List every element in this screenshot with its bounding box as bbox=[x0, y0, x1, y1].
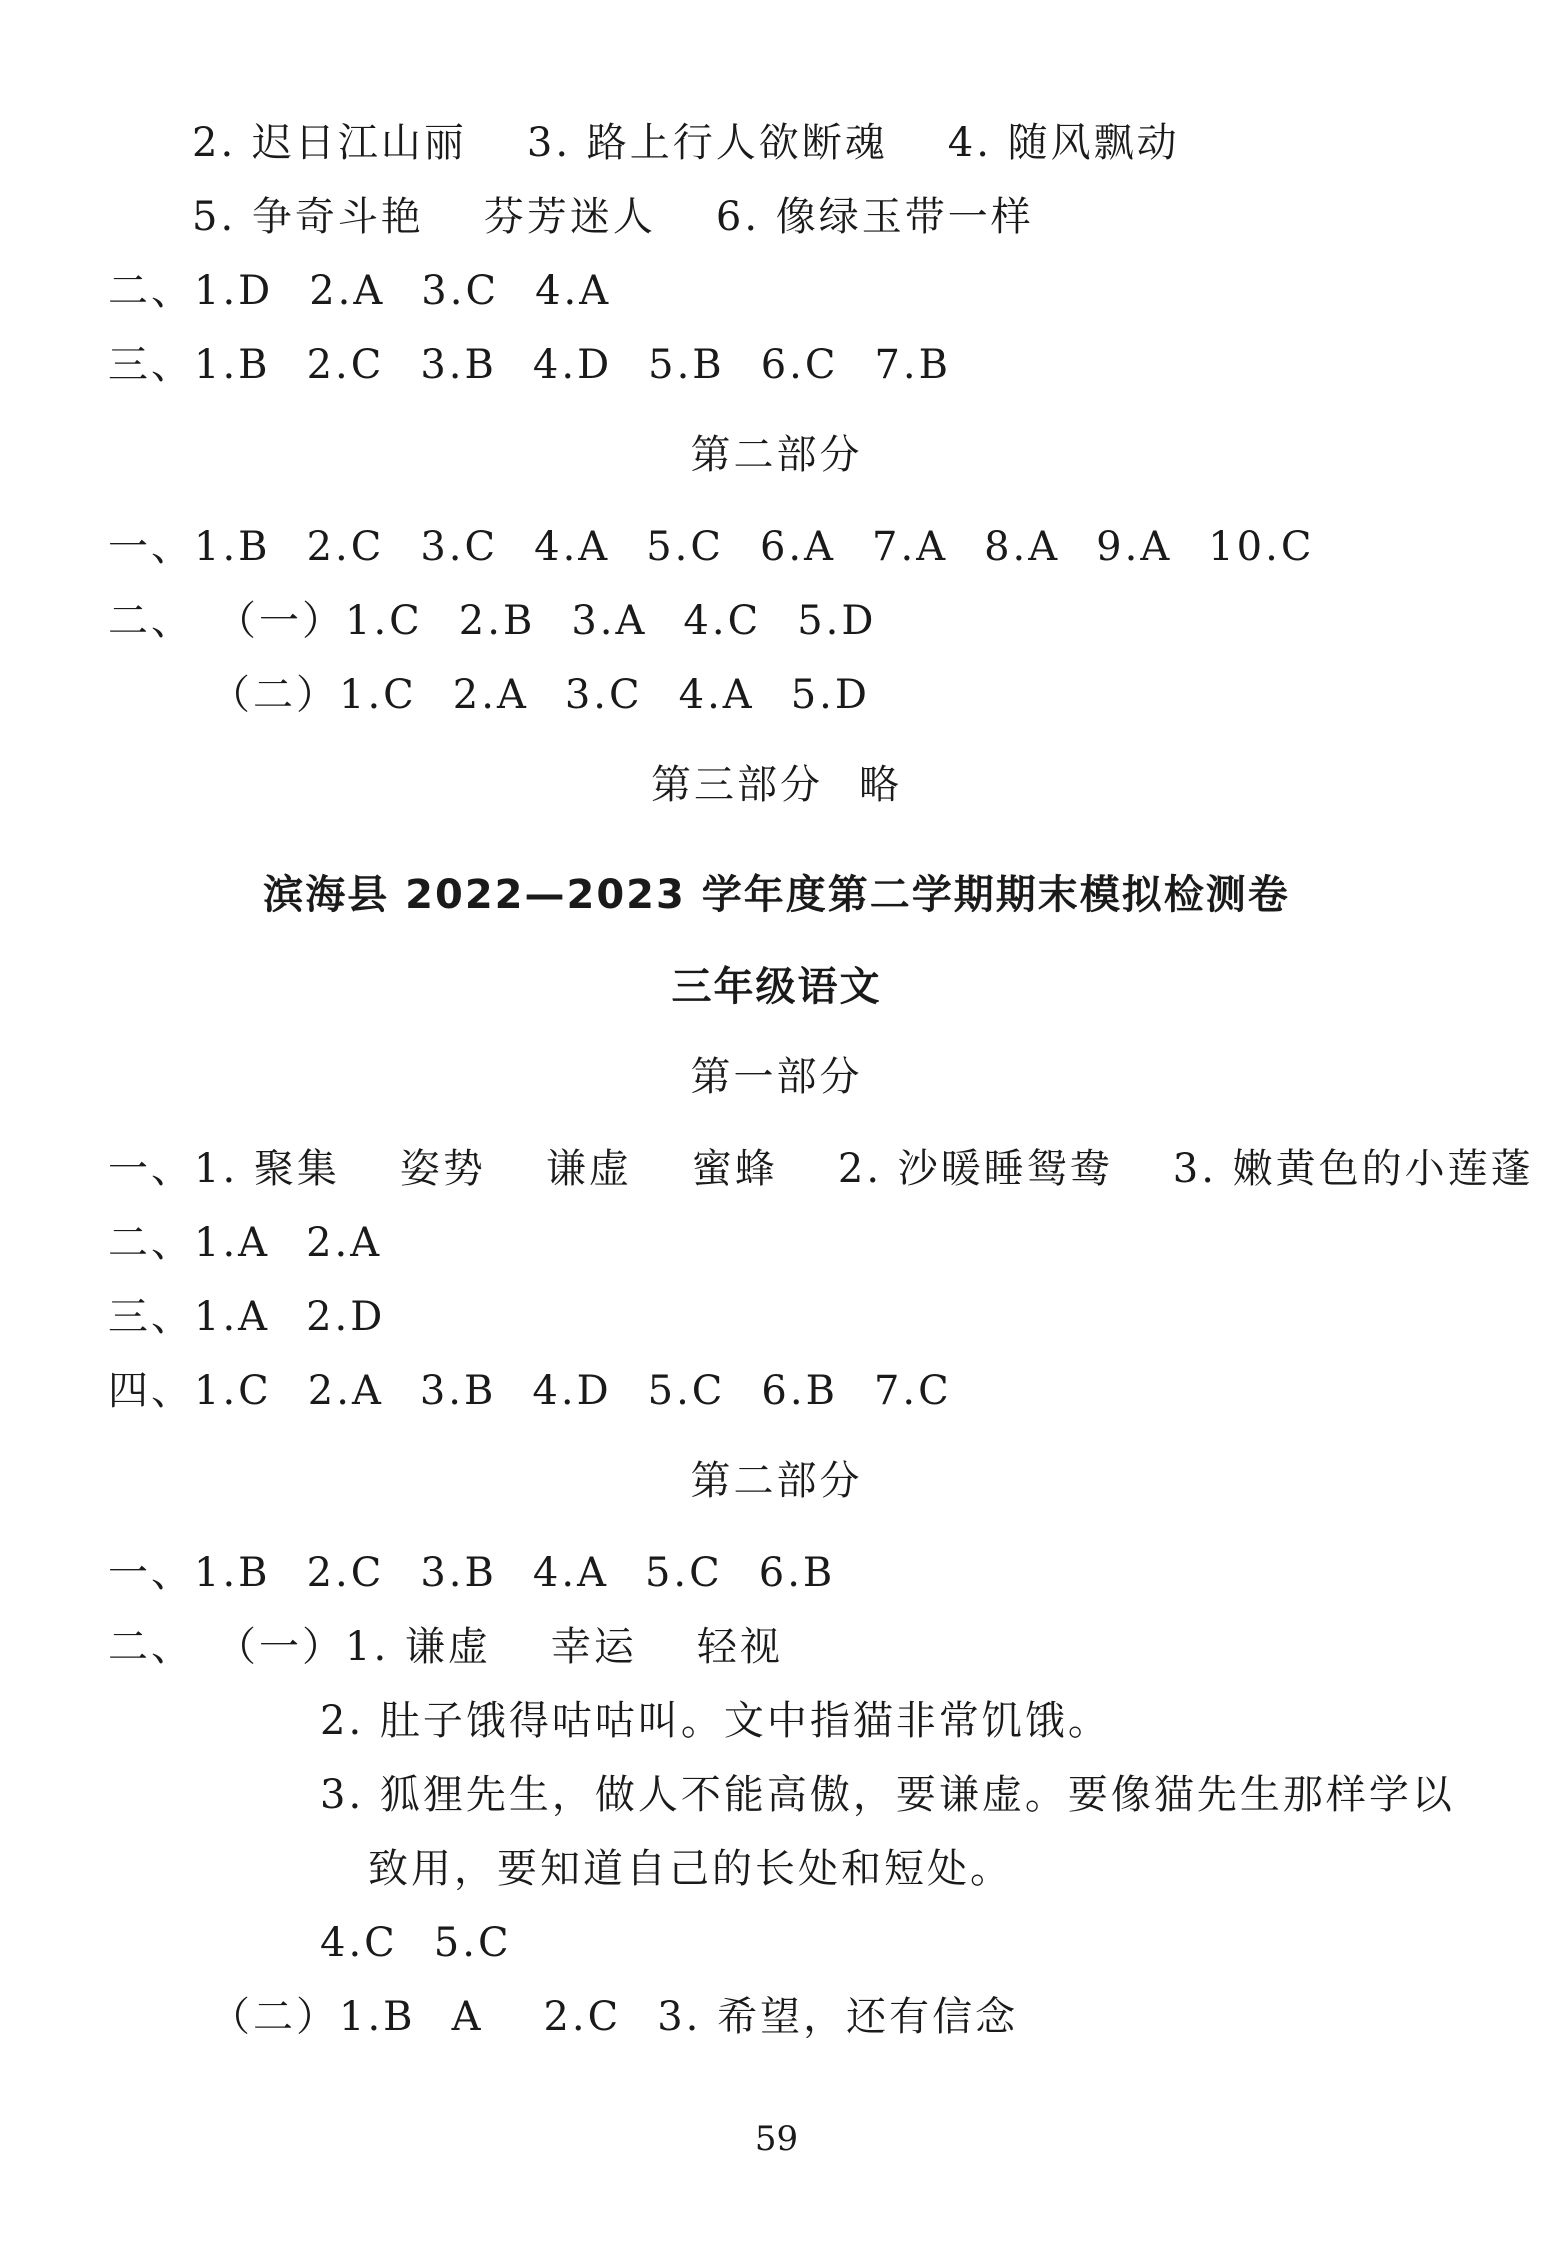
answer-item: 5.C bbox=[433, 1920, 512, 1966]
question-answers bbox=[108, 1206, 382, 1280]
question-answers bbox=[108, 328, 951, 402]
answer-line: 致用，要知道自己的长处和短处。 bbox=[368, 1846, 1013, 1892]
answer-item: 2. 沙暖睡鸳鸯 bbox=[837, 1146, 1113, 1192]
answer-item: 谦虚 bbox=[545, 1146, 632, 1192]
answer-item: 10.C bbox=[1208, 524, 1315, 570]
answer-item: 2.A bbox=[306, 1220, 383, 1266]
answer-item: 7.B bbox=[874, 342, 952, 388]
answer-item: 1.A bbox=[194, 1220, 271, 1266]
answer-item: 1. 谦虚 bbox=[345, 1624, 491, 1670]
answer-item: 3.B bbox=[420, 342, 497, 388]
answer-item: 2.A bbox=[307, 1368, 384, 1414]
answer-text: 芬芳迷人 bbox=[483, 194, 656, 240]
question-answers bbox=[108, 254, 611, 328]
section-heading: 第一部分 bbox=[690, 1054, 863, 1100]
answer-text: 3. 路上行人欲断魂 bbox=[526, 120, 888, 166]
answer-item: 5.C bbox=[644, 1550, 723, 1596]
question-label: 二、 bbox=[108, 598, 194, 644]
answer-line: 2. 肚子饿得咕咕叫。文中指猫非常饥饿。 bbox=[320, 1698, 1111, 1744]
question-label: 二、 bbox=[108, 1220, 194, 1266]
answer-item: 2.C bbox=[306, 342, 385, 388]
question-label: 二、 bbox=[108, 268, 194, 314]
answer-item: 3.C bbox=[420, 524, 499, 570]
answer-item: A bbox=[451, 1994, 484, 2040]
subquestion-label: （二） bbox=[210, 672, 339, 718]
answer-item: 3.B bbox=[420, 1550, 497, 1596]
answer-item: 姿势 bbox=[399, 1146, 486, 1192]
answer-item: 轻视 bbox=[696, 1624, 783, 1670]
answer-item: 4.C bbox=[683, 598, 762, 644]
question-label: 三、 bbox=[108, 1294, 194, 1340]
answer-item: 1.B bbox=[194, 342, 271, 388]
heading-text: 第三部分 bbox=[651, 762, 823, 808]
question-answers bbox=[108, 1132, 1534, 1206]
answer-item: 2.A bbox=[452, 672, 529, 718]
answer-item: 6.A bbox=[759, 524, 837, 570]
answer-item: 4.A bbox=[532, 1550, 609, 1596]
answer-item: 1.A bbox=[194, 1294, 271, 1340]
page-number: 59 bbox=[754, 2119, 799, 2159]
answer-text: 2. 迟日江山丽 bbox=[192, 120, 467, 166]
answer-item: 1.C bbox=[345, 598, 423, 644]
answer-item: 5.C bbox=[647, 1368, 726, 1414]
question-answers bbox=[108, 584, 876, 658]
answer-item: 5.D bbox=[790, 672, 870, 718]
answer-item: 3.B bbox=[419, 1368, 497, 1414]
question-label: 三、 bbox=[108, 342, 194, 388]
question-label: 一、 bbox=[108, 524, 194, 570]
question-label: 一、 bbox=[108, 1146, 194, 1192]
answer-item: 2.C bbox=[543, 1994, 622, 2040]
answer-item: 5.B bbox=[648, 342, 725, 388]
subquestion-label: （一） bbox=[216, 1624, 345, 1670]
answer-item: 2.C bbox=[306, 1550, 385, 1596]
answer-item: 8.A bbox=[984, 524, 1061, 570]
heading-text: 略 bbox=[859, 762, 902, 808]
answer-text: 4. 随风飘动 bbox=[947, 120, 1180, 166]
answer-line bbox=[192, 106, 1180, 180]
answer-item: 7.A bbox=[872, 524, 949, 570]
answer-item: 6.C bbox=[760, 342, 839, 388]
answer-item: 1.B bbox=[339, 1994, 416, 2040]
answer-item: 3.C bbox=[421, 268, 500, 314]
subquestion-label: （二） bbox=[210, 1994, 339, 2040]
subquestion-label: （一） bbox=[216, 598, 345, 644]
answer-line: 3. 狐狸先生，做人不能高傲，要谦虚。要像猫先生那样学以 bbox=[320, 1772, 1455, 1818]
answer-item: 1.D bbox=[194, 268, 274, 314]
answer-text: 6. 像绿玉带一样 bbox=[715, 194, 1034, 240]
answer-item: 3.A bbox=[571, 598, 648, 644]
question-answers bbox=[210, 658, 870, 732]
answer-item: 1.C bbox=[339, 672, 417, 718]
answer-item: 4.A bbox=[678, 672, 755, 718]
section-heading: 第二部分 bbox=[690, 432, 863, 478]
answer-item: 5.D bbox=[797, 598, 877, 644]
question-answers bbox=[108, 1610, 783, 1684]
answer-line bbox=[320, 1906, 512, 1980]
answer-item: 蜜蜂 bbox=[691, 1146, 778, 1192]
answer-item: 3. 希望，还有信念 bbox=[657, 1994, 1019, 2040]
question-answers bbox=[108, 1280, 385, 1354]
question-label: 一、 bbox=[108, 1550, 194, 1596]
exam-title: 滨海县 2022—2023 学年度第二学期期末模拟检测卷 bbox=[263, 872, 1290, 918]
answer-text: 5. 争奇斗艳 bbox=[192, 194, 424, 240]
answer-item: 1.B bbox=[194, 1550, 271, 1596]
answer-item: 6.B bbox=[758, 1550, 836, 1596]
question-answers bbox=[210, 1980, 1018, 2054]
question-answers bbox=[108, 510, 1314, 584]
answer-item: 3.C bbox=[564, 672, 643, 718]
answer-item: 1.B bbox=[194, 524, 271, 570]
answer-item: 2.A bbox=[309, 268, 386, 314]
answer-item: 1.C bbox=[194, 1368, 272, 1414]
answer-item: 6.B bbox=[761, 1368, 838, 1414]
section-heading bbox=[0, 748, 1553, 822]
answer-item: 9.A bbox=[1096, 524, 1173, 570]
answer-item: 2.B bbox=[458, 598, 536, 644]
section-heading: 第二部分 bbox=[690, 1458, 863, 1504]
answer-item: 7.C bbox=[873, 1368, 952, 1414]
answer-item: 4.D bbox=[532, 342, 613, 388]
answer-item: 幸运 bbox=[550, 1624, 637, 1670]
answer-item: 4.A bbox=[535, 268, 612, 314]
answer-item: 1. 聚集 bbox=[194, 1146, 340, 1192]
answer-item: 5.C bbox=[646, 524, 724, 570]
answer-line bbox=[192, 180, 1034, 254]
answer-item: 4.A bbox=[534, 524, 611, 570]
answer-item: 3. 嫩黄色的小莲蓬 bbox=[1172, 1146, 1534, 1192]
answer-item: 4.C bbox=[320, 1920, 398, 1966]
question-answers bbox=[108, 1536, 835, 1610]
answer-item: 2.D bbox=[306, 1294, 386, 1340]
question-label: 四、 bbox=[108, 1368, 194, 1414]
answer-item: 2.C bbox=[306, 524, 385, 570]
exam-subtitle: 三年级语文 bbox=[671, 964, 882, 1010]
answer-item: 4.D bbox=[532, 1368, 612, 1414]
question-answers bbox=[108, 1354, 952, 1428]
question-label: 二、 bbox=[108, 1624, 194, 1670]
